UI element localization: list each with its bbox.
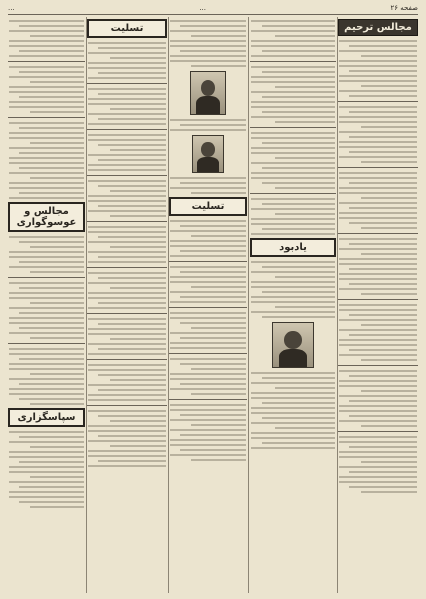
column-5 xyxy=(338,17,418,593)
portrait-photo xyxy=(192,135,224,173)
section-heading-majales: مجالس و عوسوگواری xyxy=(8,202,85,232)
section-heading-tasliat-top: تسلیت xyxy=(87,19,167,38)
text-block xyxy=(8,20,85,199)
column-3 xyxy=(169,17,247,593)
column-2 xyxy=(87,17,167,593)
section-heading-tasliat-mid: تسلیت xyxy=(169,197,247,216)
portrait-photo xyxy=(190,71,226,115)
section-heading-yadbood: یادبود xyxy=(250,238,336,257)
column-4 xyxy=(250,17,336,593)
column-1 xyxy=(8,17,85,593)
page-header xyxy=(8,2,418,15)
date-info: ... xyxy=(8,4,15,12)
page-number: صفحه ۲۶ xyxy=(390,4,418,12)
section-heading-sepasgozari: سپاسگزاری xyxy=(8,408,85,427)
section-heading-majales-tarhim: مجالس ترحیم xyxy=(338,19,418,36)
portrait-photo xyxy=(272,322,314,368)
issue-info: ... xyxy=(199,4,206,12)
